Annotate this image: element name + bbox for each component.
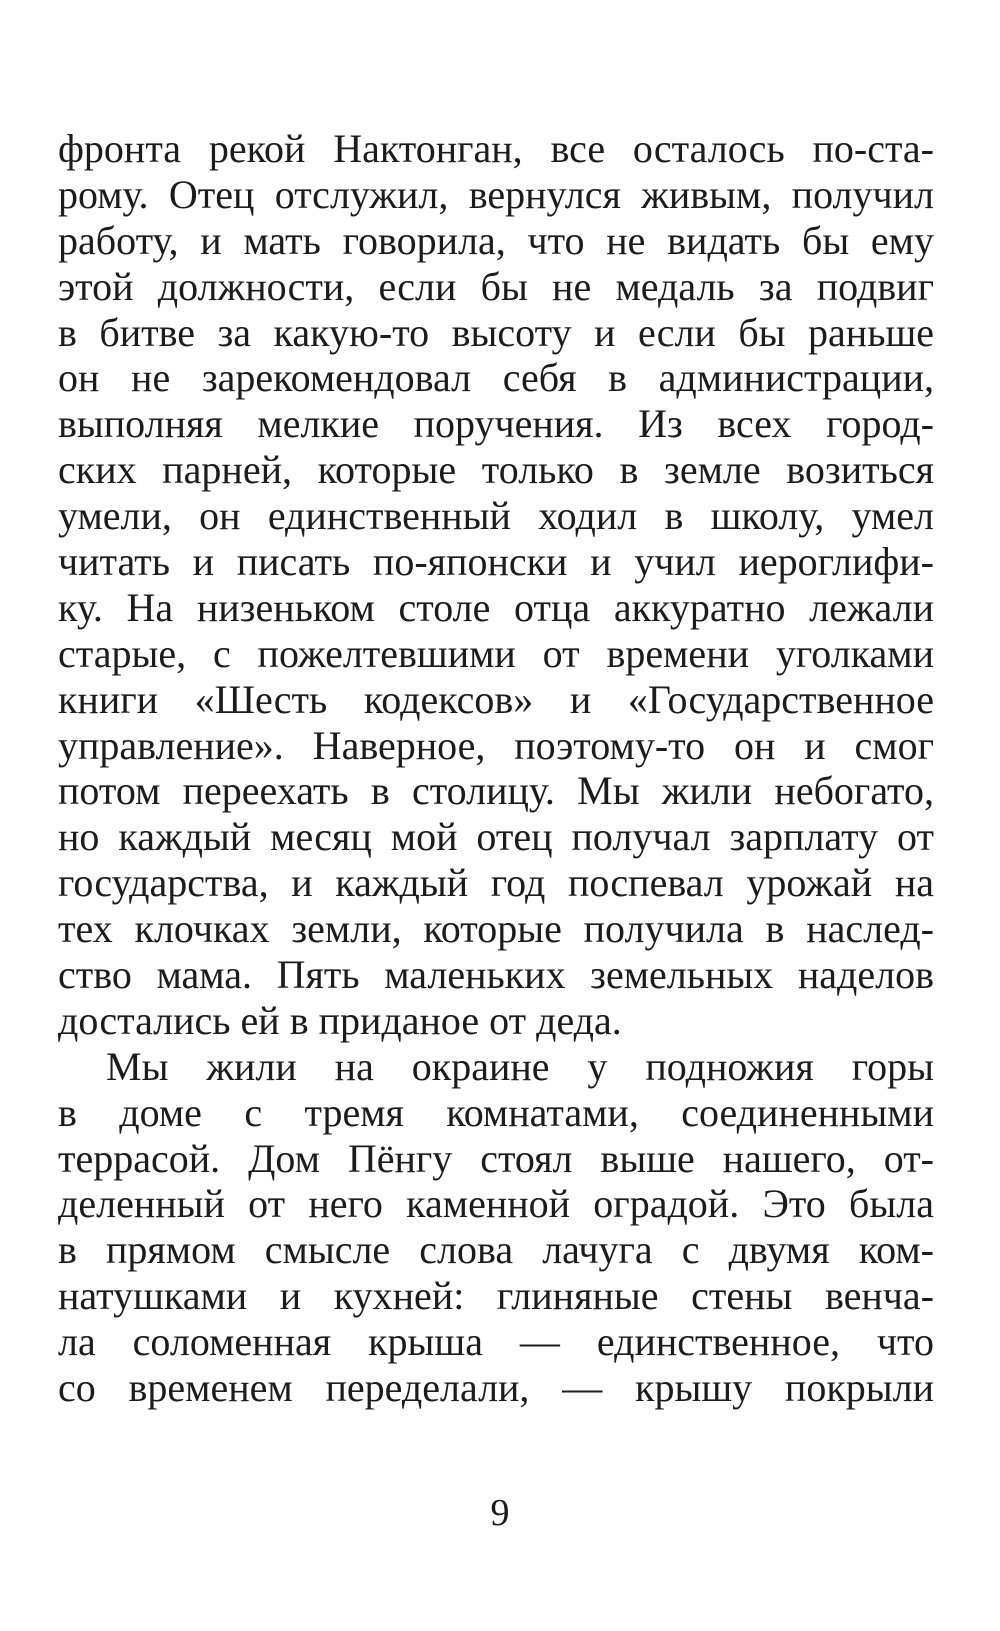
text-line: этой должности, если бы не медаль за подвиг — [58, 263, 934, 309]
text-line: в прямом смысле слова лачуга с двумя ком- — [58, 1227, 934, 1273]
body-text — [58, 126, 934, 1411]
text-line: ство мама. Пять маленьких земельных наделов — [58, 952, 934, 998]
text-line: террасой. Дом Пёнгу стоял выше нашего, от- — [58, 1135, 934, 1181]
text-line: со временем переделали, — крышу покрыли — [58, 1365, 934, 1411]
text-line: он не зарекомендовал себя в администрации, — [58, 355, 934, 401]
text-line: Мы жили на окраине у подножия горы — [106, 1043, 934, 1089]
text-line: но каждый месяц мой отец получал зарплату от — [58, 814, 934, 860]
text-line: читать и писать по-японски и учил иероглифи- — [58, 539, 934, 585]
text-line: ку. На низеньком столе отца аккуратно лежали — [58, 584, 934, 630]
text-line: книги «Шесть кодексов» и «Государственное — [58, 676, 934, 722]
paragraph-1 — [58, 126, 934, 1044]
text-line: управление». Наверное, поэтому-то он и смог — [58, 722, 934, 768]
text-line: деленный от него каменной оградой. Это была — [58, 1181, 934, 1227]
text-line: тех клочках земли, которые получила в наслед- — [58, 906, 934, 952]
text-line: ских парней, которые только в земле возиться — [58, 447, 934, 493]
text-line: потом переехать в столицу. Мы жили небогато, — [58, 768, 934, 814]
text-line: работу, и мать говорила, что не видать бы ему — [58, 217, 934, 263]
text-line: натушками и кухней: глиняные стены венча- — [58, 1273, 934, 1319]
text-line: в битве за какую-то высоту и если бы раньше — [58, 309, 934, 355]
text-line: достались ей в приданое от деда. — [58, 997, 622, 1043]
text-line: ла соломенная крыша — единственное, что — [58, 1319, 934, 1365]
text-line: государства, и каждый год поспевал урожай на — [58, 860, 934, 906]
text-line: старые, с пожелтевшими от времени уголками — [58, 630, 934, 676]
text-line: фронта рекой Нактонган, все осталось по-ста- — [58, 126, 934, 171]
paragraph-2 — [58, 1044, 934, 1411]
text-line: рому. Отец отслужил, вернулся живым, получил — [58, 171, 934, 217]
page-number: 9 — [490, 1492, 510, 1534]
text-line: выполняя мелкие поручения. Из всех город- — [58, 401, 934, 447]
text-line: в доме с тремя комнатами, соединенными — [58, 1089, 934, 1135]
text-line: умели, он единственный ходил в школу, умел — [58, 493, 934, 539]
